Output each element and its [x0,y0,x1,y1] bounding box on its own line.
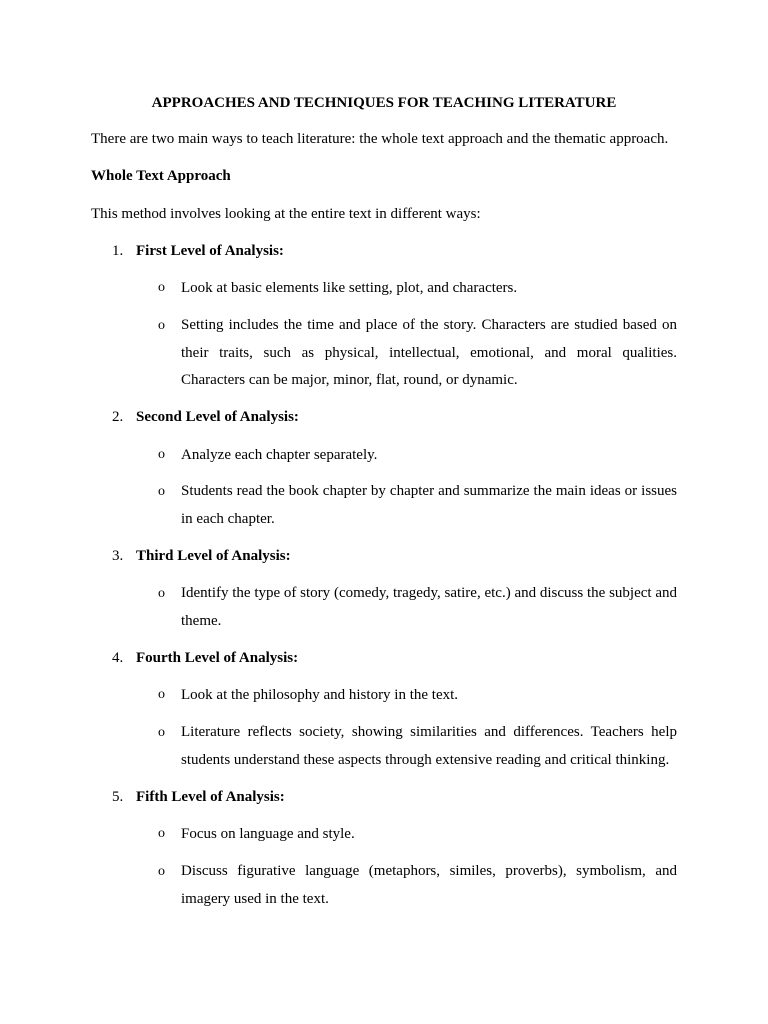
list-number: 2. [112,409,124,425]
list-number: 1. [112,243,124,259]
list-item: Discuss figurative language (metaphors, similes, proverbs), symbolism, and imagery used in the text. [181,863,677,907]
level-heading: Fourth Level of Analysis: [136,650,299,666]
list-item: Identify the type of story (comedy, tragedy, satire, etc.) and discuss the subject and theme. [181,585,677,629]
list-item: Students read the book chapter by chapter and summarize the main ideas or issues in each chapter. [181,483,677,527]
section-intro: This method involves looking at the entire text in different ways: [91,206,481,222]
bullet-marker: o [158,864,165,879]
bullet-marker: o [158,687,165,702]
list-item: Literature reflects society, showing similarities and differences. Teachers help students understand these aspects through extensive reading and critical thinking. [181,724,677,768]
bullet-marker: o [158,725,165,740]
list-item: Setting includes the time and place of the story. Characters are studied based on their traits, such as physical, intellectual, emotional, and moral qualities. Characters can be major, minor, flat, round, or dynamic. [181,317,677,388]
intro-paragraph: There are two main ways to teach literature: the whole text approach and the thematic approach. [91,131,669,147]
level-heading: Second Level of Analysis: [136,409,299,425]
bullet-marker: o [158,484,165,499]
list-item: Look at the philosophy and history in the text. [181,687,459,703]
list-item: Analyze each chapter separately. [181,447,378,463]
bullet-marker: o [158,586,165,601]
level-heading: First Level of Analysis: [136,243,284,259]
level-heading: Third Level of Analysis: [136,548,291,564]
list-number: 3. [112,548,124,564]
list-item: Focus on language and style. [181,826,355,842]
list-number: 5. [112,789,124,805]
bullet-marker: o [158,318,165,333]
list-item: Look at basic elements like setting, plot, and characters. [181,280,518,296]
section-heading: Whole Text Approach [91,168,231,184]
document-title: APPROACHES AND TECHNIQUES FOR TEACHING LITERATURE [151,95,617,111]
bullet-marker: o [158,447,165,462]
bullet-marker: o [158,826,165,841]
level-heading: Fifth Level of Analysis: [136,789,285,805]
list-number: 4. [112,650,124,666]
bullet-marker: o [158,280,165,295]
